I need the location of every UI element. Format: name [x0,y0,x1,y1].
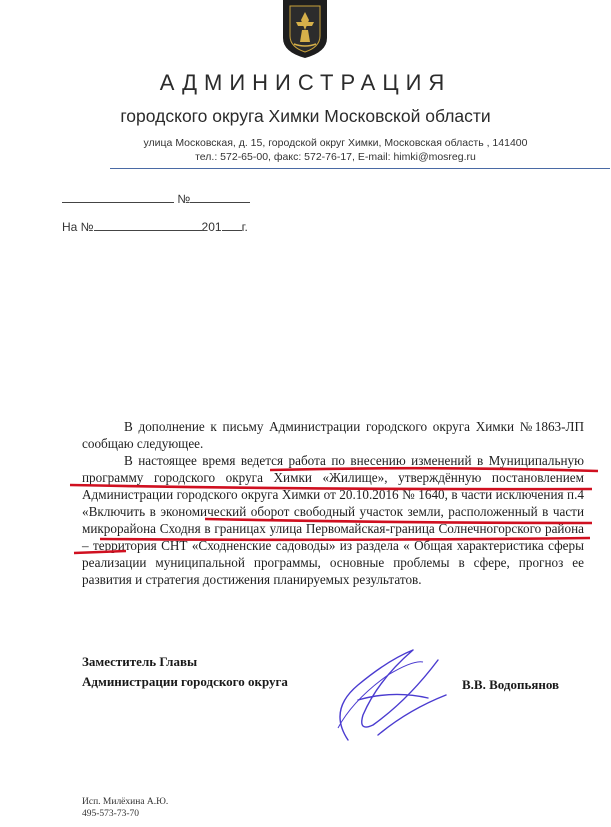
executor-info [82,796,168,820]
organization-subtitle: городского округа Химки Московской области [120,106,491,126]
number-sign: № [177,192,191,206]
outgoing-reference [62,192,250,206]
year-suffix: г. [241,220,248,234]
incoming-reference [62,220,248,234]
number-blank [190,192,250,203]
year-blank [222,220,242,231]
body-paragraph-2: В настоящее время ведется работа по внесению изменений в Муниципальную программу городского округа Химки «Жилище», утверждённую постановлением Администрации городского округа Химки от 20.10.2016 № 1640, в части исключения п.4 «Включить в экономический оборот свободный участок земли, расположенный в части микрорайона Сходня в границах улица Первомайская-граница Солнечногорского района – территория СНТ «Сходненские садоводы» из раздела « Общая характеристика сферы реализации муниципальной программы, основные проблемы в сфере, прогноз ее развития и стратегия достижения планируемых результатов. [82,453,584,587]
organization-address: улица Московская, д. 15, городской округ Химки, Московская область , 141400 [143,137,528,149]
letter-body [82,418,584,588]
handwritten-signature [318,640,458,750]
signatory-position-line1: Заместитель Главы [82,654,198,669]
executor-name: Исп. Милёхина А.Ю. [82,797,169,807]
organization-title: АДМИНИСТРАЦИЯ [159,70,452,95]
body-paragraph-1: В дополнение к письму Администрации городского округа Химки №1863-ЛП сообщаю следующее. [82,419,584,451]
executor-phone: 495-573-73-70 [82,809,139,819]
incoming-prefix: На № [62,220,94,234]
date-blank [62,192,174,203]
header-divider [110,168,610,169]
incoming-number-blank [94,220,202,231]
signatory-position-line2: Администрации городского округа [82,674,288,689]
year-prefix: 201 [201,220,222,234]
signatory-position [82,652,288,692]
signatory-name: В.В. Водопьянов [462,677,560,692]
coat-of-arms-icon [280,0,330,58]
organization-contacts: тел.: 572-65-00, факс: 572-76-17, E-mail: himki@mosreg.ru [195,151,476,163]
